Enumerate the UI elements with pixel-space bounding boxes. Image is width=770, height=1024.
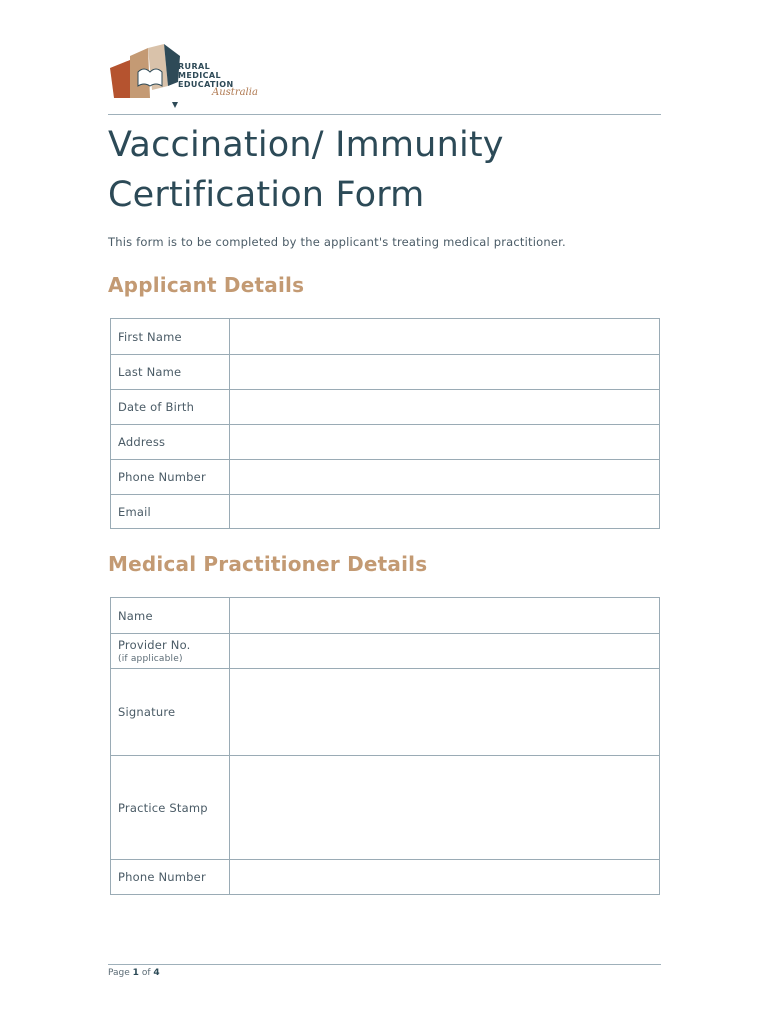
table-row — [111, 424, 659, 459]
page-indicator: Page 1 of 4 — [108, 968, 160, 978]
applicant-phone-field[interactable] — [230, 460, 659, 494]
date-of-birth-field[interactable] — [230, 390, 659, 424]
field-label-practitioner-phone: Phone Number — [111, 860, 230, 894]
table-row — [111, 354, 659, 389]
table-row — [111, 859, 659, 894]
provider-no-hint: (if applicable) — [118, 654, 183, 664]
table-row — [111, 598, 659, 633]
applicant-details-table — [110, 318, 660, 529]
logo-line-3: EDUCATION — [178, 80, 234, 89]
applicant-details-heading: Applicant Details — [108, 273, 305, 297]
signature-field[interactable] — [230, 669, 659, 755]
last-name-field[interactable] — [230, 355, 659, 389]
email-field[interactable] — [230, 495, 659, 528]
field-label-practice-stamp: Practice Stamp — [111, 756, 230, 859]
table-row — [111, 668, 659, 755]
field-label-signature: Signature — [111, 669, 230, 755]
field-label-phone-number: Phone Number — [111, 460, 230, 494]
table-row — [111, 494, 659, 528]
field-label-last-name: Last Name — [111, 355, 230, 389]
rme-logo — [108, 42, 278, 112]
logo-line-1: RURAL — [178, 62, 211, 71]
practitioner-details-table — [110, 597, 660, 895]
field-label-name: Name — [111, 598, 230, 633]
field-label-date-of-birth: Date of Birth — [111, 390, 230, 424]
practitioner-name-field[interactable] — [230, 598, 659, 633]
table-row — [111, 459, 659, 494]
footer-divider — [108, 964, 661, 965]
address-field[interactable] — [230, 425, 659, 459]
table-row — [111, 389, 659, 424]
practitioner-details-heading: Medical Practitioner Details — [108, 552, 428, 576]
field-label-first-name: First Name — [111, 319, 230, 354]
table-row — [111, 633, 659, 668]
intro-text: This form is to be completed by the applicant's treating medical practitioner. — [108, 235, 566, 249]
table-row — [111, 755, 659, 859]
first-name-field[interactable] — [230, 319, 659, 354]
field-label-email: Email — [111, 495, 230, 528]
logo-script: Australia — [212, 87, 258, 98]
provider-no-field[interactable] — [230, 634, 659, 668]
logo-line-2: MEDICAL — [178, 71, 222, 80]
field-label-address: Address — [111, 425, 230, 459]
page-title: Vaccination/ Immunity Certification Form — [108, 125, 504, 215]
rme-logo-icon — [108, 42, 188, 112]
field-label-provider-no: Provider No. (if applicable) — [111, 634, 230, 668]
table-row — [111, 319, 659, 354]
practice-stamp-field[interactable] — [230, 756, 659, 859]
practitioner-phone-field[interactable] — [230, 860, 659, 894]
header-divider — [108, 114, 661, 115]
